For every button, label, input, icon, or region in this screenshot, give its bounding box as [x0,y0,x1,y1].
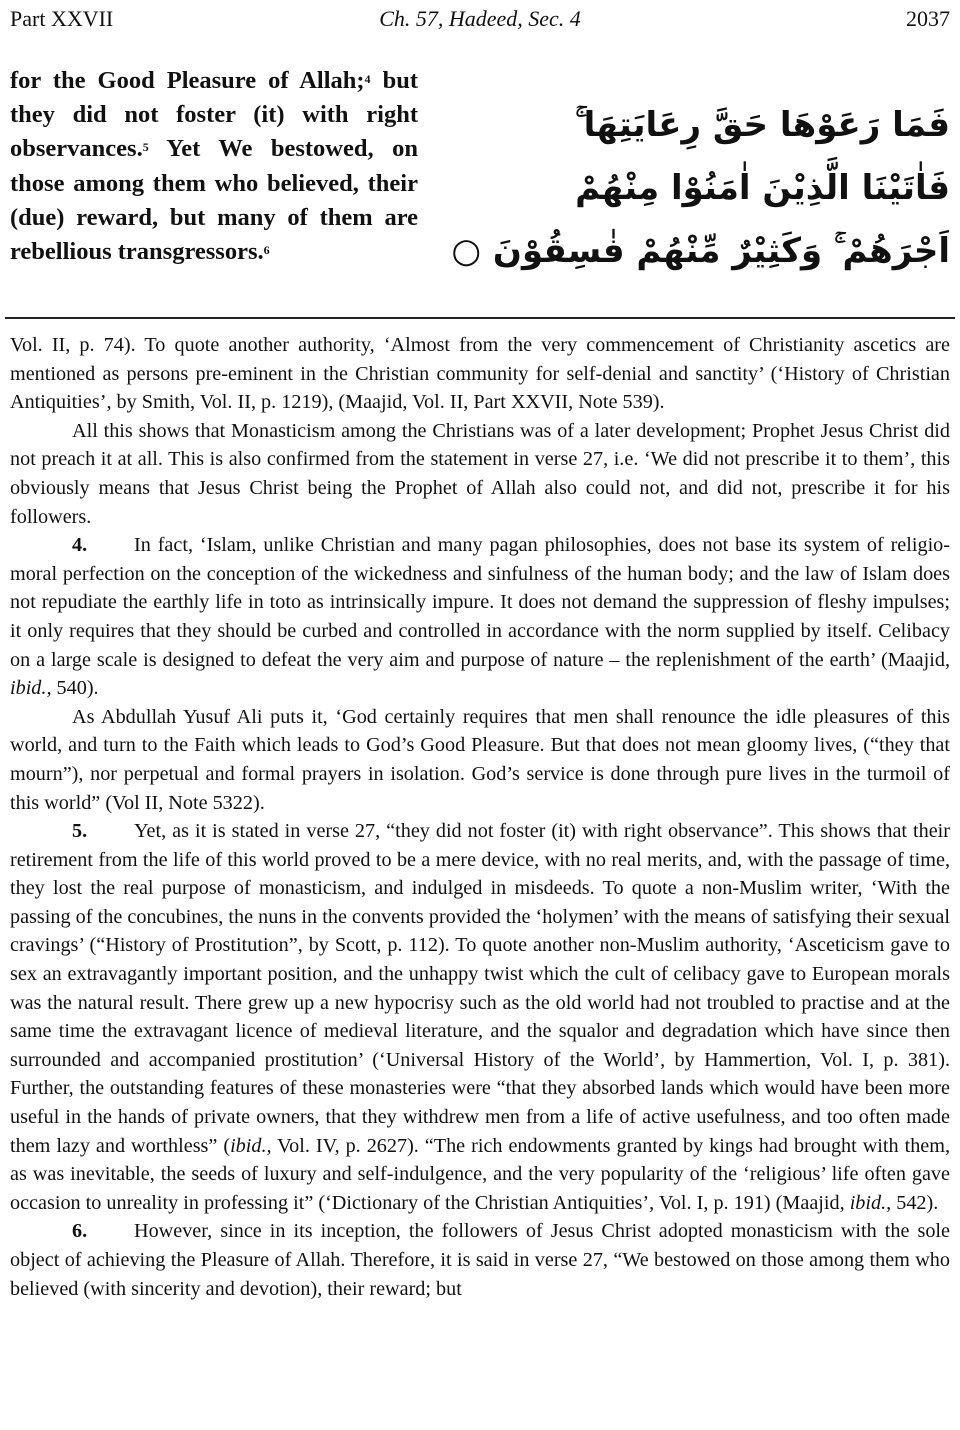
commentary [10,331,950,1303]
arabic-line-3: اَجْرَهُمْ ۚ وَكَثِيْرٌ مِّنْهُمْ فٰسِقُوْنَ ○ [451,231,950,271]
note-6 [10,1217,950,1303]
note-text: Vol. IV, p. 2627). “The rich endowments granted by kings had brought with them, as was inevitable, the seeds of luxury and self-indulgence, and the very popularity of the ‘religious’ life often gave occasion to unreality in professing it” (‘Dictionary of the Christian Antiquities’, Vol. I, p. 191) (Maajid, [10,1134,950,1214]
ibid-ref: ibid., [849,1191,892,1214]
commentary-paragraph: All this shows that Monasticism among the Christians was of a later development; Prophet Jesus Christ did not preach it at all. This is also confirmed from the statement in verse 27, i.e. ‘We did not prescribe it to them’, this obviously means that Jesus Christ being the Prophet of Allah also could not, and did not, prescribe it for his followers. [10,419,950,528]
verse-text-2: but they did not foster (it) with right observances. [10,67,418,163]
note-5 [10,817,950,1217]
note-text: Yet, as it is stated in verse 27, “they did not foster (it) with right observance”. This shows that their retirement from the life of this world proved to be a mere device, with no real merits, and, with the passage of time, they lost the real purpose of monasticism, and indulged in misdeeds. To quote a non-Muslim writer, ‘With the passing of the concubines, the nuns in the convents provided the ‘holymen’ with the means of satisfying their sexual cravings’ (“History of Prostitution”, by Scott, p. 112). To quote another non-Muslim authority, ‘Asceticism gave to sex an extravagantly important position, and the unhappy twist which the cult of celibacy gave to European morals was the natural result. There grew up a new hypocrisy such as the old world had not troubled to practise and at the same time the extravagant licence of medieval literature, and the squalor and degradation which have since then surrounded and accompanied prostitution’ (‘Universal History of the World’, by Hammertion, Vol. I, p. 381). Further, the outstanding features of these monasteries were “that they absorbed lands which would have been more useful in the hands of private owners, that they withdrew men from a life of active usefulness, and too often made them lazy and worthless” ( [10,820,950,1157]
footnote-ref-4: 4 [364,72,371,86]
verse-translation [10,64,418,269]
note-number: 6. [72,1220,88,1243]
section-divider [5,317,955,319]
chapter-label: Ch. 57, Hadeed, Sec. 4 [379,6,581,31]
verse-text-3: Yet We bestowed, on those among them who believed, their (due) reward, but many of them are rebellious transgressors. [10,135,418,266]
note-text: 542). [891,1191,939,1214]
page-header [10,2,950,36]
note-text: However, since in its inception, the followers of Jesus Christ adopted monasticism with the sole object of achieving the Pleasure of Allah. Therefore, it is said in verse 27, “We bestowed on those among them who believed (with sincerity and devotion), their reward; but [10,1220,950,1300]
part-label: Part XXVII [10,6,114,31]
footnote-ref-5: 5 [142,140,149,155]
commentary-paragraph: As Abdullah Yusuf Ali puts it, ‘God certainly requires that men shall renounce the idle pleasures of this world, and turn to the Faith which leads to God’s Good Pleasure. But that does not mean gloomy lives, (“they that mourn”), nor perpetual and formal prayers in isolation. God’s service is done through pure lives in the turmoil of this world” (Vol II, Note 5322). [10,705,950,814]
verse-block [10,64,950,304]
ibid-ref: ibid., [230,1134,272,1157]
note-text: In fact, ‘Islam, unlike Christian and many pagan philosophies, does not base its system of religio-moral perfection on the conception of the wickedness and sinfulness of the human body; and the law of Islam does not repudiate the earthly life in toto as intrinsically impure. It does not demand the suppression of fleshy impulses; it only requires that they should be curbed and controlled in accordance with the norm supplied by itself. Celibacy on a large scale is designed to defeat the very aim and purpose of nature – the replenishment of the earth’ (Maajid, [10,534,950,671]
ibid-ref: ibid., [10,677,52,700]
verse-arabic [451,94,950,283]
note-number: 4. [72,534,88,557]
footnote-ref-6: 6 [263,243,270,258]
arabic-line-2: فَاٰتَيْنَا الَّذِيْنَ اٰمَنُوْا مِنْهُمْ [575,168,950,208]
note-text: 540). [51,677,99,700]
verse-text-1: for the Good Pleasure of Allah; [10,67,365,94]
page-number: 2037 [906,6,950,31]
note-4 [10,531,950,703]
arabic-line-1: فَمَا رَعَوْهَا حَقَّ رِعَايَتِهَا ۚ [575,105,950,145]
note-number: 5. [72,820,88,843]
commentary-paragraph: Vol. II, p. 74). To quote another authority, ‘Almost from the very commencement of Christianity ascetics are mentioned as persons pre-eminent in the Christian community for self-denial and sanctity’ (‘History of Christian Antiquities’, by Smith, Vol. II, p. 1219), (Maajid, Vol. II, Part XXVII, Note 539). [10,334,950,414]
